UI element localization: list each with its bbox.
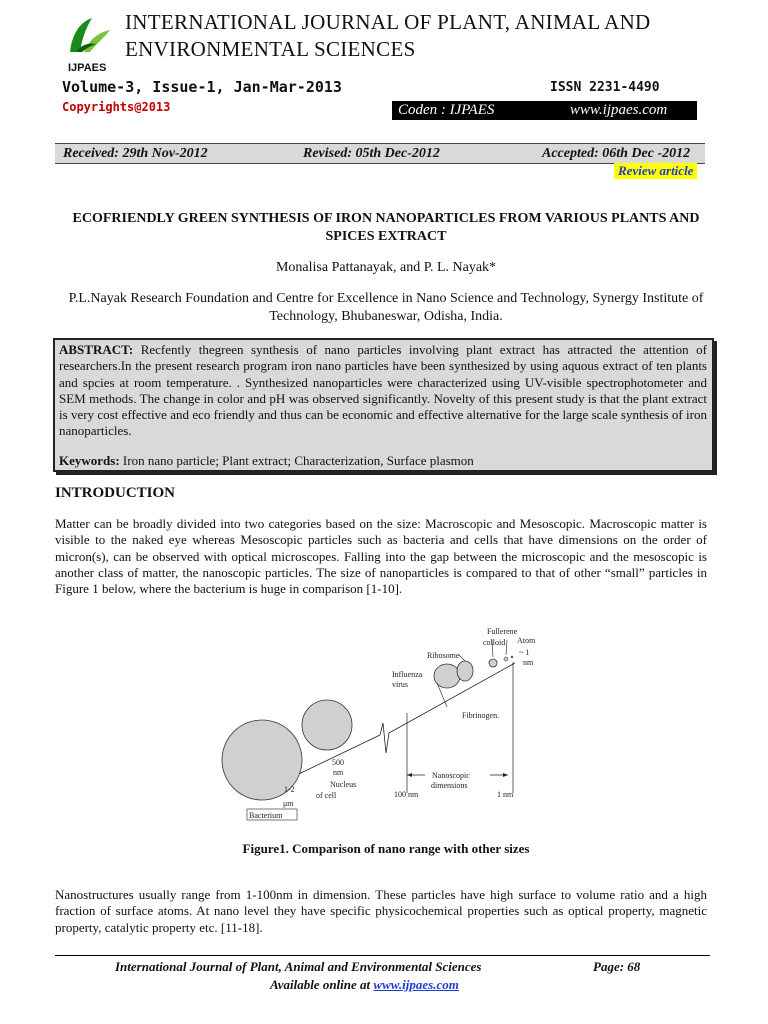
- logo-text: IJPAES: [68, 62, 107, 74]
- article-title: ECOFRIENDLY GREEN SYNTHESIS OF IRON NANOPARTICLES FROM VARIOUS PLANTS AND SPICES EXTRACT: [72, 211, 700, 244]
- label-fibrinogen: Fibrinogen.: [462, 711, 500, 720]
- label-nucleus: Nucleus: [330, 780, 357, 789]
- keywords-text: Iron nano particle; Plant extract; Characterization, Surface plasmon: [119, 453, 474, 468]
- label-1nm: 1 nm: [497, 790, 514, 799]
- page-number: Page: 68: [593, 959, 641, 974]
- footer-online-label: Available online at: [270, 977, 374, 992]
- keywords: [59, 453, 474, 469]
- article-type-badge: Review article: [614, 163, 697, 179]
- header-website[interactable]: www.ijpaes.com: [570, 102, 668, 118]
- keywords-label: Keywords:: [59, 453, 120, 468]
- figure-nano-scale: [215, 615, 555, 830]
- introduction-paragraph-2: Nanostructures usually range from 1-100nm in dimension. These particles have high surface to volume ratio and a high fraction of surface atoms. At nano level they have specific physicochemical properties such as optical property, magnetic property, catalytic property etc. [11-18].: [55, 887, 707, 935]
- introduction-heading: INTRODUCTION: [55, 485, 176, 501]
- coden: Coden : IJPAES: [398, 102, 495, 118]
- label-of-cell: of cell: [316, 791, 337, 800]
- journal-logo: [62, 12, 116, 62]
- issn: ISSN 2231-4490: [550, 80, 660, 95]
- nucleus-circle: [302, 700, 352, 750]
- label-influenza: Influenza: [392, 670, 423, 679]
- label-nm-small: nm: [523, 658, 534, 667]
- received-date: Received: 29th Nov-2012: [63, 146, 208, 161]
- abstract-box: [53, 338, 714, 472]
- label-fullerene: Fullerene: [487, 627, 518, 636]
- label-um: μm: [283, 799, 294, 808]
- journal-title: INTERNATIONAL JOURNAL OF PLANT, ANIMAL AND ENVIRONMENTAL SCIENCES: [125, 10, 651, 61]
- volume-issue: Volume-3, Issue-1, Jan-Mar-2013: [62, 78, 342, 96]
- abstract-text: Recfently thegreen synthesis of nano particles involving plant extract has attracted the attention of researchers.In the present research program iron nano particles have been synthesized by using aquous extract of ten plants and spcies at room temperature. . Synthesized nanoparticles were characterized using UV-visible spectrophotometer and SEM methods. The change in color and pH was observed significantly. Novelty of this present study is that the plant extract is very cost effective and eco friendly and thus can be economic and effective alternative for the large scale synthesis of iron nanoparticles.: [59, 342, 707, 439]
- label-100nm: 100 nm: [394, 790, 419, 799]
- abstract: [59, 342, 707, 440]
- label-lt1: ~ 1: [519, 648, 530, 657]
- figure-caption: Figure1. Comparison of nano range with other sizes: [242, 841, 530, 856]
- affiliation: P.L.Nayak Research Foundation and Centre for Excellence in Nano Science and Technology, Synergy Institute of Technology, Bhubaneswar, Odisha, India.: [68, 291, 704, 324]
- revised-date: Revised: 05th Dec-2012: [303, 146, 440, 161]
- label-ribosome: Ribosome: [427, 651, 460, 660]
- label-500-nm: nm: [333, 768, 344, 777]
- dates-bar: [55, 143, 705, 164]
- label-colloid: colloid: [483, 638, 506, 647]
- copyright: Copyrights@2013: [62, 100, 171, 114]
- colloid-circle: [489, 659, 497, 667]
- footer-website-link[interactable]: www.ijpaes.com: [373, 977, 459, 992]
- label-500: 500: [332, 758, 344, 767]
- label-1-2: 1-2: [284, 785, 295, 794]
- label-virus: virus: [392, 680, 408, 689]
- ribosome-shape: [457, 661, 473, 681]
- fullerene-circle: [504, 657, 508, 661]
- label-bacterium: Bacterium: [249, 811, 283, 820]
- introduction-paragraph: Matter can be broadly divided into two categories based on the size: Macroscopic and Mesoscopic. Macroscopic matter is visible to the naked eye whereas Mesoscopic particles such as bacteria and cells that have dimensions on the order of micron(s), can be observed with optical microscopes. Falling into the gap between the microscopic and the mesoscopic is another class of matter, the nanoscopic particles. The size of nanoparticles is compared to that of other “small” particles in Figure 1 below, where the bacterium is huge in comparison [1-10].: [55, 516, 707, 597]
- coden-bar: [392, 101, 697, 120]
- authors: Monalisa Pattanayak, and P. L. Nayak*: [275, 260, 497, 275]
- atom-dot: [511, 656, 513, 658]
- footer-journal: International Journal of Plant, Animal and Environmental Sciences: [115, 959, 482, 974]
- footer-online: [270, 977, 459, 993]
- label-dimensions: dimensions: [431, 781, 468, 790]
- abstract-label: ABSTRACT:: [59, 342, 134, 357]
- accepted-date: Accepted: 06th Dec -2012: [542, 146, 691, 161]
- label-atom: Atom: [517, 636, 536, 645]
- label-nanoscopic: Nanoscopic: [432, 771, 470, 780]
- footer-divider: [55, 955, 710, 956]
